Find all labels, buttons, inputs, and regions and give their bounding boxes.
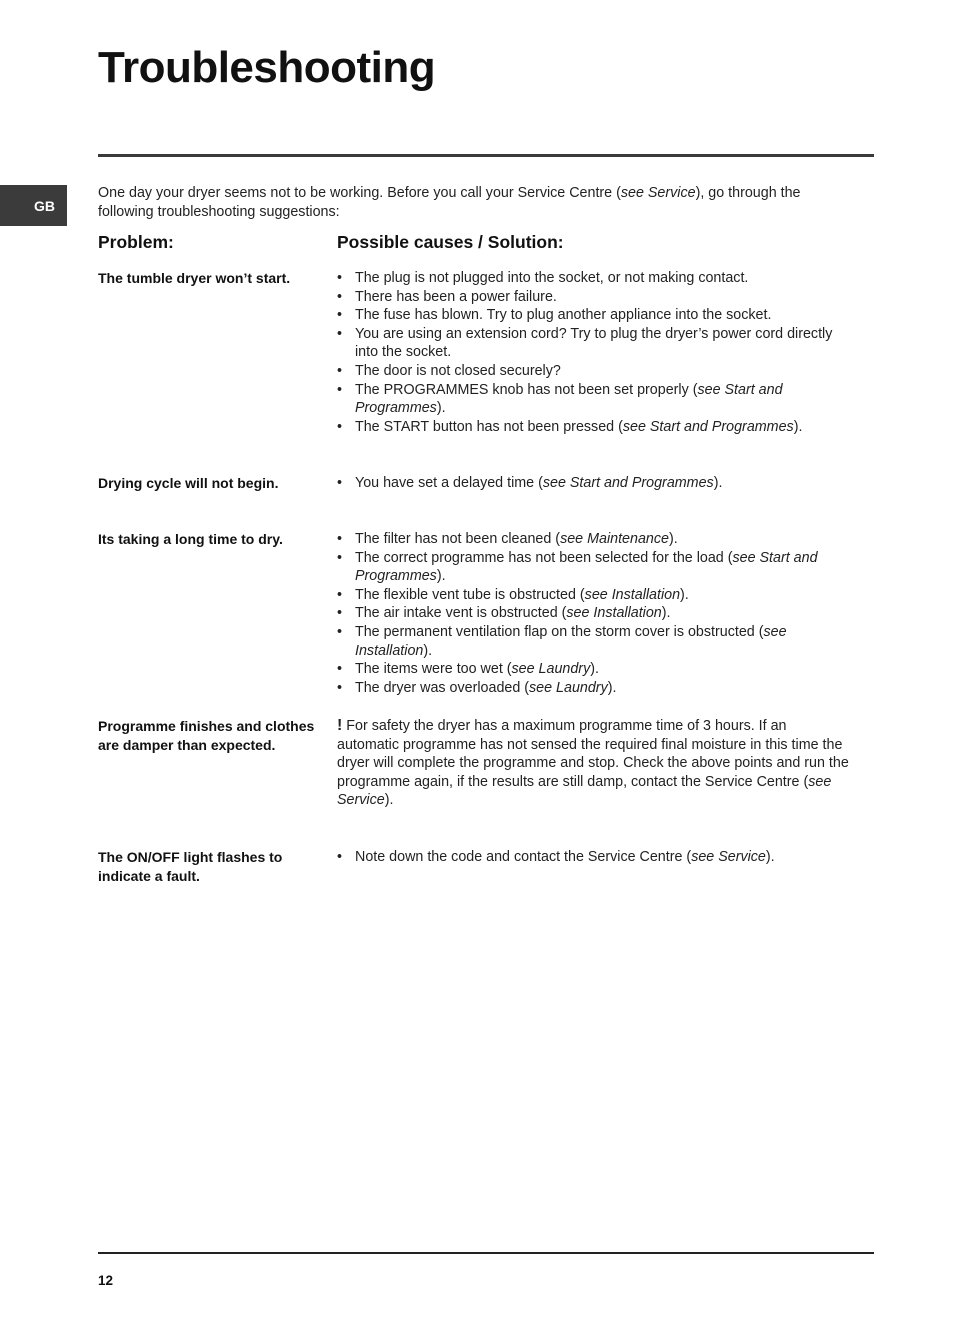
note-ref: see Service bbox=[337, 773, 832, 809]
cause-text: The door is not closed securely? bbox=[355, 362, 561, 379]
list-item bbox=[337, 418, 849, 437]
list-item bbox=[337, 604, 849, 623]
cause-after: ). bbox=[765, 849, 775, 865]
cause-ref: see Installation bbox=[584, 586, 681, 603]
cause-after: ). bbox=[793, 418, 803, 435]
problem-label: Programme finishes and clothes are damper than expected. bbox=[98, 718, 315, 753]
cause-text: The START button has not been pressed ( bbox=[355, 418, 623, 435]
list-item bbox=[337, 848, 849, 867]
intro-service-ref: see Service bbox=[620, 185, 696, 201]
cause-ref: see Laundry bbox=[529, 679, 608, 696]
safety-note bbox=[337, 717, 849, 810]
cause-text: The permanent ventilation flap on the storm cover is obstructed ( bbox=[355, 623, 764, 640]
causes-list bbox=[337, 848, 849, 867]
list-item bbox=[337, 288, 849, 307]
problem-label: Its taking a long time to dry. bbox=[98, 531, 283, 547]
causes-list bbox=[337, 269, 849, 436]
cause-ref: see Installation bbox=[566, 605, 662, 622]
cause-after: ). bbox=[668, 531, 678, 547]
cause-text: There has been a power failure. bbox=[355, 288, 557, 305]
list-item bbox=[337, 623, 849, 660]
note-after: ). bbox=[384, 792, 394, 809]
intro-paragraph bbox=[98, 184, 858, 222]
problem-label: Drying cycle will not begin. bbox=[98, 475, 279, 491]
cause-after: ). bbox=[436, 400, 446, 417]
cause-text: The dryer was overloaded ( bbox=[355, 679, 530, 696]
list-item bbox=[337, 679, 849, 698]
cause-after: ). bbox=[436, 568, 446, 585]
cause-after: ). bbox=[680, 586, 689, 603]
cause-text: The flexible vent tube is obstructed ( bbox=[355, 586, 585, 603]
intro-text-before: One day your dryer seems not to be working. Before you call your Service Centre ( bbox=[98, 185, 621, 201]
cause-ref: see Laundry bbox=[511, 661, 591, 678]
cause-text: The items were too wet ( bbox=[355, 661, 512, 678]
list-item bbox=[337, 549, 849, 586]
cause-text: The PROGRAMMES knob has not been set properly ( bbox=[355, 381, 698, 398]
cause-ref: see Maintenance bbox=[560, 531, 669, 547]
list-item bbox=[337, 269, 849, 288]
footer-rule bbox=[98, 1252, 874, 1254]
intro-text-after: ), go through the following troubleshooting suggestions: bbox=[98, 185, 801, 220]
note-text: For safety the dryer has a maximum programme time of 3 hours. If an automatic programme has not sensed the required final moisture in this time the dryer will complete the programme and stop. Check the above points and run the programme again, if the results are still damp, contact the Service Centre ( bbox=[337, 718, 849, 790]
list-item bbox=[337, 325, 849, 362]
cause-ref: see Service bbox=[691, 849, 766, 865]
page-title: Troubleshooting bbox=[98, 43, 436, 92]
cause-after: ). bbox=[713, 475, 723, 491]
cause-after: ). bbox=[423, 642, 433, 659]
cause-text: The air intake vent is obstructed ( bbox=[355, 605, 567, 622]
cause-after: ). bbox=[661, 605, 671, 622]
problem-label: The tumble dryer won’t start. bbox=[98, 270, 291, 286]
cause-text: You are using an extension cord? Try to plug the dryer’s power cord directly into the socket. bbox=[355, 325, 833, 361]
cause-ref: see Start and Programmes bbox=[622, 418, 794, 435]
causes-list bbox=[337, 530, 849, 697]
page-number: 12 bbox=[98, 1273, 114, 1288]
list-item bbox=[337, 306, 849, 325]
cause-ref: see Start and Programmes bbox=[542, 475, 714, 491]
cause-text: The fuse has blown. Try to plug another appliance into the socket. bbox=[355, 307, 772, 324]
header-rule bbox=[98, 154, 874, 157]
cause-text: You have set a delayed time ( bbox=[355, 475, 543, 491]
causes-list bbox=[337, 474, 849, 493]
cause-ref: see Installation bbox=[355, 623, 787, 659]
cause-text: The correct programme has not been selected for the load ( bbox=[355, 549, 733, 566]
cause-text: The plug is not plugged into the socket, or not making contact. bbox=[355, 270, 749, 286]
list-item bbox=[337, 586, 849, 605]
list-item bbox=[337, 474, 849, 493]
list-item bbox=[337, 381, 849, 418]
causes-column-heading: Possible causes / Solution: bbox=[337, 232, 564, 252]
cause-ref: see Start and Programmes bbox=[355, 381, 783, 417]
list-item bbox=[337, 362, 849, 381]
list-item bbox=[337, 530, 849, 549]
cause-text: Note down the code and contact the Service Centre ( bbox=[355, 849, 692, 865]
cause-text: The filter has not been cleaned ( bbox=[355, 531, 561, 547]
problem-column-heading: Problem: bbox=[98, 232, 174, 252]
list-item bbox=[337, 660, 849, 679]
problem-label: The ON/OFF light flashes to indicate a fault. bbox=[98, 849, 283, 884]
cause-ref: see Start and Programmes bbox=[355, 549, 818, 585]
cause-after: ). bbox=[607, 679, 617, 696]
warning-mark: ! bbox=[337, 717, 343, 734]
cause-after: ). bbox=[590, 661, 599, 678]
language-tab: GB bbox=[0, 185, 67, 226]
